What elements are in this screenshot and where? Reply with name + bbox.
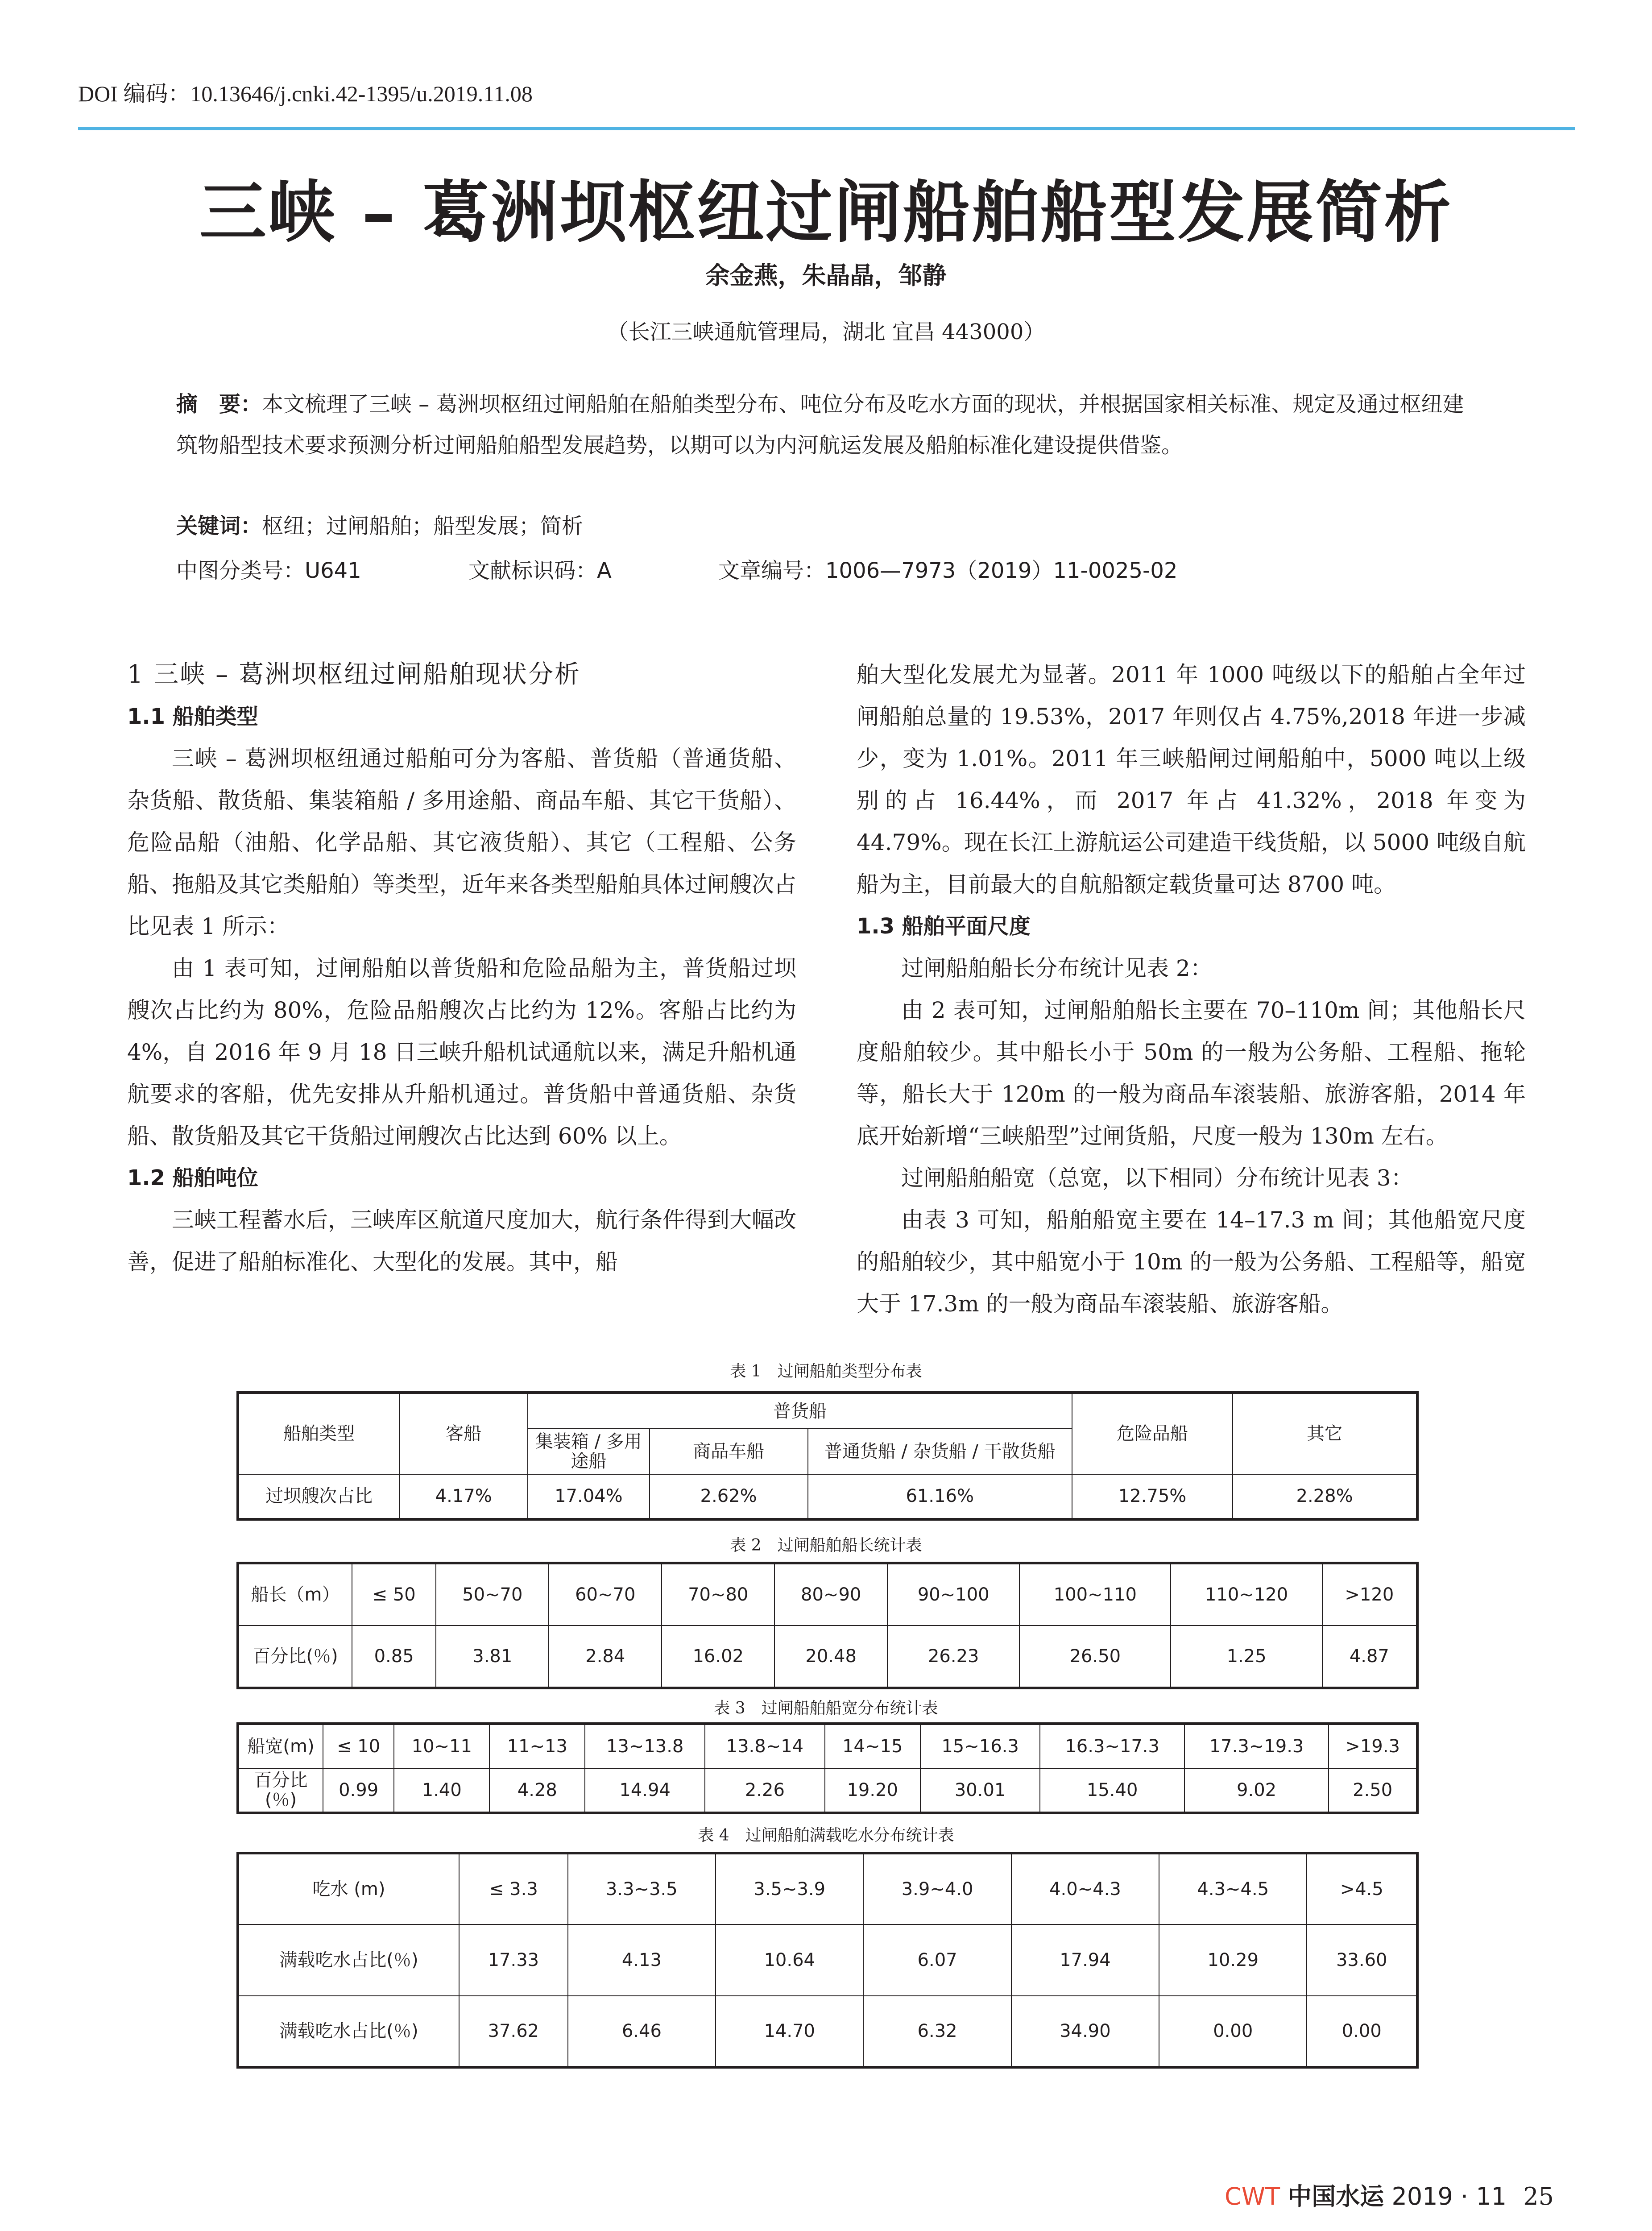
table-cell: 4.17% [399, 1474, 528, 1519]
table-cell: 80~90 [774, 1563, 887, 1626]
table-cell: 6.46 [568, 1996, 716, 2067]
table-cell: 6.07 [863, 1924, 1011, 1996]
table-cell: 4.0~4.3 [1011, 1853, 1159, 1924]
table-cell: 集装箱 / 多用途船 [528, 1429, 649, 1474]
journal-name: 中国水运 [1288, 2182, 1384, 2210]
paragraph: 过闸船舶船宽（总宽，以下相同）分布统计见表 3： [901, 1165, 1413, 1191]
table-2 [236, 1562, 1419, 1689]
table-cell: 34.90 [1011, 1996, 1159, 2067]
table-2-caption: 表 2 过闸船舶船长统计表 [730, 1536, 922, 1555]
table-cell: >19.3 [1329, 1724, 1417, 1768]
table-cell: 17.04% [528, 1474, 649, 1519]
table-cell: 12.75% [1072, 1474, 1233, 1519]
abstract-label: 摘 要： [176, 392, 262, 417]
table-cell: 百分比(％) [238, 1768, 323, 1813]
table-cell: 1.25 [1171, 1626, 1322, 1688]
table-cell: 0.00 [1159, 1996, 1307, 2067]
section-heading-1-3: 1.3 船舶平面尺度 [857, 914, 1031, 939]
table-cell: 3.3~3.5 [568, 1853, 716, 1924]
table-cell: 0.99 [323, 1768, 394, 1813]
table-cell: 26.23 [887, 1626, 1019, 1688]
table-cell: 16.02 [662, 1626, 774, 1688]
table-cell: 30.01 [920, 1768, 1040, 1813]
table-cell: 17.94 [1011, 1924, 1159, 1996]
page-number: 25 [1523, 2182, 1554, 2210]
table-cell: 17.3~19.3 [1184, 1724, 1329, 1768]
table-cell: 满载吃水占比(％) [238, 1924, 459, 1996]
header-rule [78, 127, 1575, 130]
table-cell: 过坝艘次占比 [238, 1474, 399, 1519]
paragraph: 由 2 表可知，过闸船舶船长主要在 70–110m 间；其他船长尺度船舶较少。其中船长小于 50m 的一般为公务船、工程船、拖轮等，船长大于 120m 的一般为商品车滚装船、旅游客船，2014 年底开始新增“三峡船型”过闸货船，尺度一般为 130m 左右。 [857, 997, 1526, 1149]
table-cell: ≤ 10 [323, 1724, 394, 1768]
table-cell: 危险品船 [1072, 1393, 1233, 1474]
table-cell: 0.00 [1307, 1996, 1417, 2067]
table-cell: 50~70 [436, 1563, 549, 1626]
table-cell: 百分比(％) [238, 1626, 352, 1688]
paragraph: 由表 3 可知，船舶船宽主要在 14–17.3 m 间；其他船宽尺度的船舶较少，其中船宽小于 10m 的一般为公务船、工程船等，船宽大于 17.3m 的一般为商品车滚装船、旅游客船。 [857, 1207, 1526, 1317]
table-cell: 4.3~4.5 [1159, 1853, 1307, 1924]
table-cell: 61.16% [808, 1474, 1072, 1519]
journal-logo: CWT [1225, 2182, 1280, 2210]
table-cell: >120 [1322, 1563, 1417, 1626]
paragraph: 舶大型化发展尤为显著。2011 年 1000 吨级以下的船舶占全年过闸船舶总量的 19.53%，2017 年则仅占 4.75%,2018 年进一步减少，变为 1.01%。2011 年三峡船闸过闸船舶中，5000 吨以上级别的占 16.44%，而 2017 年占 41.32%，2018 年变为 44.79%。现在长江上游航运公司建造干线货船，以 5000 吨级自航船为主，目前最大的自航船额定载货量可达 8700 吨。 [857, 662, 1526, 897]
article-authors: 余金燕，朱晶晶，邹静 [705, 261, 947, 290]
table-cell: 15~16.3 [920, 1724, 1040, 1768]
classification-line [176, 553, 1483, 584]
section-heading-1-1: 1.1 船舶类型 [127, 704, 258, 729]
table-cell: 船宽(m) [238, 1724, 323, 1768]
table-cell: 16.3~17.3 [1040, 1724, 1184, 1768]
table-cell: 船舶类型 [238, 1393, 399, 1474]
table-4 [236, 1852, 1419, 2069]
table-cell: 其它 [1233, 1393, 1417, 1474]
table-cell: 船长（m） [238, 1563, 352, 1626]
table-cell: 4.87 [1322, 1626, 1417, 1688]
table-cell: 客船 [399, 1393, 528, 1474]
article-title: 三峡 – 葛洲坝枢纽过闸船舶船型发展简析 [199, 173, 1453, 252]
table-3-caption: 表 3 过闸船舶船宽分布统计表 [714, 1699, 938, 1717]
table-cell: 13.8~14 [705, 1724, 825, 1768]
keywords-text: 枢纽；过闸船舶；船型发展；简析 [262, 514, 584, 539]
table-1 [236, 1391, 1419, 1521]
table-cell: >4.5 [1307, 1853, 1417, 1924]
section-heading-1: 1 三峡 – 葛洲坝枢纽过闸船舶现状分析 [127, 660, 581, 689]
document-code: 文献标识码：A [468, 558, 612, 583]
table-cell: 60~70 [549, 1563, 662, 1626]
table-cell: 17.33 [459, 1924, 568, 1996]
table-cell: ≤ 3.3 [459, 1853, 568, 1924]
table-cell: 37.62 [459, 1996, 568, 2067]
page-footer [1225, 2177, 1554, 2212]
table-cell: 14.70 [716, 1996, 863, 2067]
table-cell: 0.85 [352, 1626, 436, 1688]
left-column [127, 654, 796, 1283]
table-cell: 4.13 [568, 1924, 716, 1996]
table-cell: 商品车船 [650, 1429, 808, 1474]
table-cell: 吃水 (m) [238, 1853, 459, 1924]
table-cell: 2.62% [650, 1474, 808, 1519]
keywords [176, 509, 583, 539]
table-cell: 19.20 [825, 1768, 920, 1813]
table-4-caption: 表 4 过闸船舶满载吃水分布统计表 [698, 1826, 954, 1845]
table-cell: 11~13 [489, 1724, 585, 1768]
paragraph: 三峡工程蓄水后，三峡库区航道尺度加大，航行条件得到大幅改善，促进了船舶标准化、大型化的发展。其中，船 [127, 1207, 796, 1275]
table-cell: 70~80 [662, 1563, 774, 1626]
article-affiliation: （长江三峡通航管理局，湖北 宜昌 443000） [607, 319, 1045, 344]
table-cell: 2.28% [1233, 1474, 1417, 1519]
table-cell: 4.28 [489, 1768, 585, 1813]
table-cell: 14~15 [825, 1724, 920, 1768]
table-cell: 满载吃水占比(％) [238, 1996, 459, 2067]
table-cell: 20.48 [774, 1626, 887, 1688]
table-cell: 2.84 [549, 1626, 662, 1688]
paragraph: 由 1 表可知，过闸船舶以普货船和危险品船为主，普货船过坝艘次占比约为 80%，危险品船艘次占比约为 12%。客船占比约为 4%，自 2016 年 9 月 18 日三峡升船机试通航以来，满足升船机通航要求的客船，优先安排从升船机通过。普货船中普通货船、杂货船、散货船及其它干货船过闸艘次占比达到 60% 以上。 [127, 955, 796, 1149]
abstract-text: 本文梳理了三峡 – 葛洲坝枢纽过闸船舶在船舶类型分布、吨位分布及吃水方面的现状，并根据国家相关标准、规定及通过枢纽建筑物船型技术要求预测分析过闸船舶船型发展趋势，以期可以为内河航运发展及船舶标准化建设提供借鉴。 [176, 392, 1464, 458]
table-cell: 10.64 [716, 1924, 863, 1996]
table-cell: 14.94 [585, 1768, 705, 1813]
issue-number: 2019 · 11 [1391, 2182, 1507, 2210]
table-cell: 33.60 [1307, 1924, 1417, 1996]
table-cell: 13~13.8 [585, 1724, 705, 1768]
table-cell: 90~100 [887, 1563, 1019, 1626]
table-cell: ≤ 50 [352, 1563, 436, 1626]
article-number: 文章编号：1006—7973（2019）11-0025-02 [718, 558, 1178, 583]
table-cell: 10.29 [1159, 1924, 1307, 1996]
table-1-caption: 表 1 过闸船舶类型分布表 [730, 1362, 922, 1381]
paragraph: 过闸船舶船长分布统计见表 2： [901, 955, 1213, 981]
table-cell: 2.50 [1329, 1768, 1417, 1813]
doi-line: DOI 编码：10.13646/j.cnki.42-1395/u.2019.11.08 [78, 81, 533, 106]
table-cell: 110~120 [1171, 1563, 1322, 1626]
clc-number: 中图分类号：U641 [176, 558, 361, 583]
table-cell: 6.32 [863, 1996, 1011, 2067]
table-cell: 普货船 [528, 1393, 1072, 1429]
table-cell: 10~11 [394, 1724, 489, 1768]
abstract [176, 384, 1483, 466]
table-cell: 普通货船 / 杂货船 / 干散货船 [808, 1429, 1072, 1474]
table-cell: 9.02 [1184, 1768, 1329, 1813]
table-cell: 3.9~4.0 [863, 1853, 1011, 1924]
paragraph: 三峡 – 葛洲坝枢纽通过船舶可分为客船、普货船（普通货船、杂货船、散货船、集装箱船 / 多用途船、商品车船、其它干货船）、危险品船（油船、化学品船、其它液货船）、其它（工程船、公务船、拖船及其它类船舶）等类型，近年来各类型船舶具体过闸艘次占比见表 1 所示： [127, 746, 796, 939]
table-3 [236, 1722, 1419, 1814]
table-cell: 100~110 [1019, 1563, 1171, 1626]
table-cell: 2.26 [705, 1768, 825, 1813]
table-cell: 15.40 [1040, 1768, 1184, 1813]
right-column [857, 654, 1526, 1325]
table-cell: 1.40 [394, 1768, 489, 1813]
table-cell: 26.50 [1019, 1626, 1171, 1688]
keywords-label: 关键词： [176, 514, 262, 539]
table-cell: 3.5~3.9 [716, 1853, 863, 1924]
table-cell: 3.81 [436, 1626, 549, 1688]
section-heading-1-2: 1.2 船舶吨位 [127, 1165, 258, 1190]
